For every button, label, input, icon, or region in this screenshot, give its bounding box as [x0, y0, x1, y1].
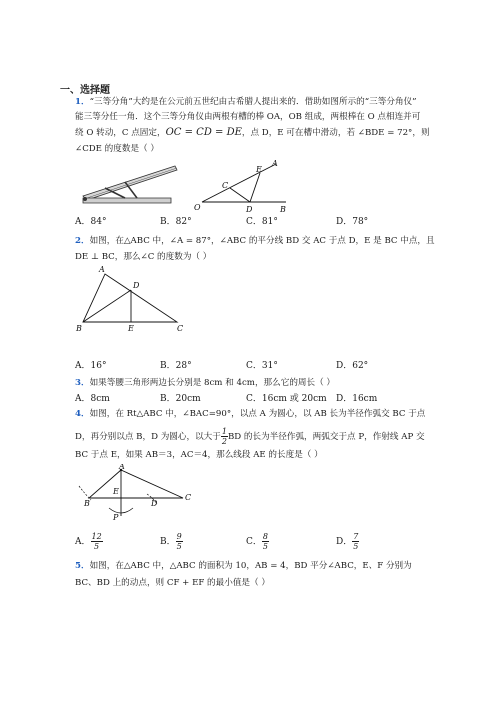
q2-diagram	[75, 264, 190, 332]
q2-text-1: 如图，在△ABC 中，∠A = 87°，∠ABC 的平分线 BD 交 AC 于点 D，E 是 BC 中点，且	[89, 236, 435, 246]
q4-option-d[interactable]	[336, 531, 359, 553]
q1-tool-photo	[75, 158, 180, 210]
ray-OA	[202, 164, 276, 202]
q1-diagram	[190, 158, 300, 214]
q4-text-2b: BD 的长为半径作弧，两弧交于点 P，作射线 AP 交	[227, 432, 425, 442]
option-letter: D．	[336, 537, 353, 547]
label-B: B	[280, 205, 286, 214]
q4-option-b[interactable]	[160, 531, 183, 553]
label-D: D	[246, 205, 253, 214]
q5-text-1: 如图，在△ABC 中，△ABC 的面积为 10，AB = 4，BD 平分∠ABC，E、F 分别为	[89, 561, 412, 571]
q4-line3: BC 于点 E，如果 AB＝3，AC＝4，那么线段 AE 的长度是（ ）	[75, 450, 323, 460]
q4-number: 4．	[75, 409, 90, 419]
fraction-numerator: 1	[221, 427, 227, 436]
fraction-numerator: 9	[176, 532, 182, 541]
q5-number: 5．	[75, 561, 90, 571]
label-C: C	[222, 181, 229, 190]
q4-text-2a: D，再分别以点 B，D 为圆心，以大于	[75, 432, 221, 442]
q1-line2: 能三等分任一角．这个三等分角仪由两根有槽的棒 OA，OB 组成，两根棒在 O 点相连并可	[75, 112, 421, 122]
fraction-denominator: 5	[353, 542, 359, 551]
q2-line1	[75, 235, 435, 247]
fraction-denominator: 5	[94, 542, 100, 551]
q1-option-b[interactable]: B．82°	[160, 217, 192, 227]
segment-CD	[230, 188, 250, 202]
q1-equation: OC = CD = DE	[165, 127, 242, 138]
q1-line4: ∠CDE 的度数是（ ）	[75, 144, 159, 154]
q1-option-c[interactable]: C．81°	[246, 217, 278, 227]
label-D: D	[133, 281, 140, 290]
label-B: B	[76, 324, 82, 332]
label-A: A	[119, 464, 125, 471]
q1-text-1: “三等分角”大约是在公元前五世纪由古希腊人提出来的．借助如图所示的“三等分角仪”	[89, 97, 417, 107]
q3-number: 3．	[75, 378, 90, 388]
option-letter: B．	[160, 537, 176, 547]
q3-option-c[interactable]: C．16cm 或 20cm	[246, 394, 327, 404]
q2-option-b[interactable]: B．28°	[160, 361, 192, 371]
label-O: O	[194, 203, 201, 212]
q1-option-a[interactable]: A．84°	[75, 217, 107, 227]
arc-left	[79, 486, 91, 500]
q4-half-fraction	[221, 427, 228, 446]
q3-option-d[interactable]: D．16cm	[336, 394, 378, 404]
section-title: 一、选择题	[60, 85, 110, 96]
q4-line1	[75, 408, 425, 420]
q3-option-a[interactable]: A．8cm	[75, 394, 110, 404]
q1-number: 1．	[75, 97, 90, 107]
label-E: E	[128, 324, 134, 332]
label-P: P	[113, 513, 119, 522]
fraction-denominator: 5	[262, 542, 268, 551]
label-E: E	[113, 487, 119, 496]
q1-line1	[75, 96, 417, 108]
q4-option-c[interactable]	[246, 531, 269, 553]
q3-text-1: 如果等腰三角形两边长分别是 8cm 和 4cm，那么它的周长（ ）	[89, 378, 336, 388]
label-D: D	[151, 499, 158, 508]
q4-option-a[interactable]	[75, 531, 103, 553]
label-B: B	[84, 499, 90, 508]
q1-text-3b: ，点 D，E 可在槽中滑动，若 ∠BDE = 72°，则	[241, 128, 430, 138]
option-fraction	[352, 532, 359, 551]
option-fraction	[176, 532, 183, 551]
option-fraction	[262, 532, 269, 551]
triangle-ABC	[89, 470, 183, 498]
q2-number: 2．	[75, 236, 90, 246]
option-letter: C．	[246, 537, 262, 547]
label-C: C	[185, 493, 192, 502]
q2-line2: DE ⊥ BC，那么∠C 的度数为（ ）	[75, 252, 212, 262]
label-C: C	[177, 324, 184, 332]
fraction-denominator: 5	[176, 542, 182, 551]
option-fraction	[91, 532, 103, 551]
label-A: A	[272, 159, 278, 168]
q4-text-1: 如图，在 Rt△ABC 中，∠BAC=90°，以点 A 为圆心，以 AB 长为半径作弧交 BC 于点	[89, 409, 426, 419]
q4-line2	[75, 427, 425, 447]
q1-line3	[75, 127, 430, 139]
q2-option-c[interactable]: C．31°	[246, 361, 278, 371]
q1-option-d[interactable]: D．78°	[336, 217, 369, 227]
fraction-numerator: 12	[91, 532, 102, 541]
fraction-denominator: 2	[221, 437, 227, 446]
q4-diagram	[75, 464, 200, 526]
fraction-numerator: 8	[262, 532, 268, 541]
q3-option-b[interactable]: B．20cm	[160, 394, 201, 404]
option-letter: A．	[75, 537, 91, 547]
label-E: E	[256, 165, 262, 174]
label-A: A	[99, 265, 105, 274]
q3-line1	[75, 377, 335, 389]
q2-option-a[interactable]: A．16°	[75, 361, 107, 371]
fraction-numerator: 7	[353, 532, 359, 541]
q5-line2: BC、BD 上的动点，则 CF + EF 的最小值是（ ）	[75, 578, 270, 588]
triangle-ABC	[83, 274, 177, 322]
q5-line1	[75, 560, 412, 572]
segment-DE	[250, 173, 260, 202]
q1-text-3a: 绕 O 转动，C 点固定，	[75, 128, 166, 138]
q2-option-d[interactable]: D．62°	[336, 361, 369, 371]
